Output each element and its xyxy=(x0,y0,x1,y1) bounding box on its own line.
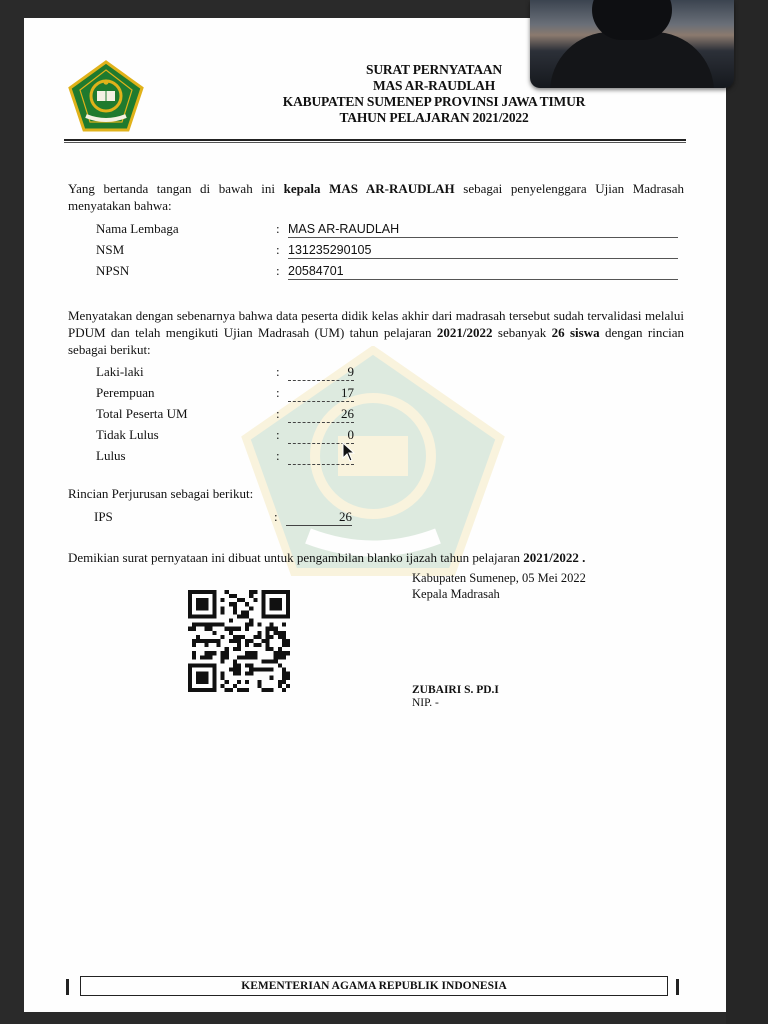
colon: : xyxy=(276,385,280,400)
identity-value: MAS AR-RAUDLAH xyxy=(288,220,678,238)
signature-block xyxy=(412,570,586,602)
signature-nip: NIP. - xyxy=(412,697,439,709)
closing-paragraph xyxy=(68,550,688,566)
closing-end: . xyxy=(578,550,586,565)
kemenag-emblem-icon xyxy=(68,60,144,132)
footer-bar-right xyxy=(676,979,679,995)
count-label: Total Peserta UM xyxy=(96,406,188,421)
header-line-4: TAHUN PELAJARAN 2021/2022 xyxy=(339,110,529,125)
colon: : xyxy=(276,406,280,421)
header-line-1: SURAT PERNYATAAN xyxy=(366,62,502,77)
colon: : xyxy=(276,364,280,379)
statement-count: 26 siswa xyxy=(551,325,600,340)
webcam-overlay xyxy=(530,0,734,88)
colon: : xyxy=(276,221,280,236)
mouse-cursor-icon xyxy=(342,442,356,462)
count-value: 0 xyxy=(288,426,354,444)
intro-text-1: Yang bertanda tangan di bawah ini xyxy=(68,181,284,196)
statement-paragraph xyxy=(68,307,684,358)
identity-label: Nama Lembaga xyxy=(96,221,179,236)
footer-text: KEMENTERIAN AGAMA REPUBLIK INDONESIA xyxy=(80,976,668,996)
count-label: Laki-laki xyxy=(96,364,144,379)
colon: : xyxy=(276,242,280,257)
jurusan-value: 26 xyxy=(286,508,352,526)
count-label: Perempuan xyxy=(96,385,155,400)
header-line-2: MAS AR-RAUDLAH xyxy=(372,78,496,93)
jurusan-heading: Rincian Perjurusan sebagai berikut: xyxy=(68,486,254,501)
colon: : xyxy=(276,427,280,442)
count-value: 26 xyxy=(288,405,354,423)
statement-text-3: dengan rincian sebagai berikut: xyxy=(68,325,684,357)
closing-text: Demikian surat pernyataan ini dibuat untuk pengambilan blanko ijazah tahun pelajaran xyxy=(68,550,524,565)
count-label: Lulus xyxy=(96,448,126,463)
background-strip xyxy=(726,0,768,1024)
webcam-person-body xyxy=(550,32,714,88)
qr-code-icon xyxy=(188,590,290,692)
identity-value: 131235290105 xyxy=(288,241,678,259)
identity-value: 20584701 xyxy=(288,262,678,280)
colon: : xyxy=(276,263,280,278)
count-value: 9 xyxy=(288,363,354,381)
colon: : xyxy=(274,509,278,524)
intro-bold: kepala MAS AR-RAUDLAH xyxy=(283,181,455,196)
signature-name: ZUBAIRI S. PD.I xyxy=(412,684,499,696)
identity-label: NPSN xyxy=(96,263,130,278)
signature-role: Kepala Madrasah xyxy=(412,587,500,601)
header-line-3: KABUPATEN SUMENEP PROVINSI JAWA TIMUR xyxy=(282,94,586,109)
jurusan-label: IPS xyxy=(94,509,113,524)
statement-text-2: sebanyak xyxy=(492,325,552,340)
count-value: 17 xyxy=(288,384,354,402)
webcam-person-head xyxy=(592,0,672,40)
document-page xyxy=(24,18,726,1012)
intro-paragraph xyxy=(68,180,684,214)
identity-label: NSM xyxy=(96,242,125,257)
statement-year: 2021/2022 xyxy=(436,325,493,340)
statement-text-1: Menyatakan dengan sebenarnya bahwa data peserta didik kelas akhir dari madrasah tersebut sudah tervalidasi melalui PDUM dan telah mengikuti Ujian Madrasah (UM) tahun pelajaran xyxy=(68,308,684,340)
footer xyxy=(64,976,684,998)
footer-bar-left xyxy=(66,979,69,995)
colon: : xyxy=(276,448,280,463)
closing-year: 2021/2022 xyxy=(523,550,579,565)
signature-place-date: Kabupaten Sumenep, 05 Mei 2022 xyxy=(412,571,586,585)
header-divider xyxy=(64,139,686,143)
intro-text-2: sebagai penyelenggara Ujian Madrasah menyatakan bahwa: xyxy=(68,181,684,213)
count-label: Tidak Lulus xyxy=(96,427,159,442)
